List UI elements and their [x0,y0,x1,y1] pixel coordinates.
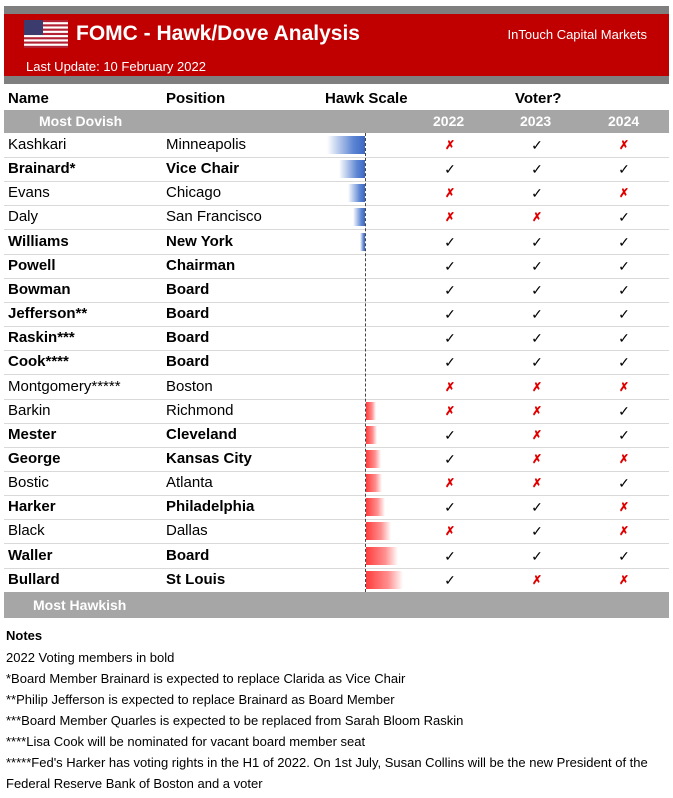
member-position: Atlanta [166,474,213,492]
table-row [4,230,669,255]
member-name: Montgomery***** [8,377,121,395]
member-name: Daly [8,208,39,226]
hawk-scale-zero-axis [365,133,366,592]
voter-check-icon: ✓ [531,257,543,274]
voter-check-icon: ✓ [618,306,630,323]
us-flag-icon [24,20,68,48]
member-name: Brainard* [8,160,76,178]
member-name: Mester [8,425,57,443]
voter-check-icon: ✓ [618,281,630,298]
voter-check-icon: ✓ [531,306,543,323]
non-voter-cross-icon: ✗ [531,451,543,466]
voter-check-icon: ✓ [531,281,543,298]
voter-check-icon: ✓ [618,330,630,347]
member-position: Board [166,353,210,371]
year-header-2023: 2023 [520,113,552,129]
non-voter-cross-icon: ✗ [444,138,456,152]
table-row [4,447,669,472]
member-name: Evans [8,184,50,202]
col-header-position: Position [166,90,226,107]
voter-check-icon: ✓ [444,450,456,467]
note-line: ****Lisa Cook will be nominated for vacant board member seat [6,734,366,749]
note-line: *Board Member Brainard is expected to replace Clarida as Vice Chair [6,671,406,686]
voter-check-icon: ✓ [444,571,456,588]
last-update: Last Update: 10 February 2022 [26,59,206,74]
voter-check-icon: ✓ [618,233,630,250]
non-voter-cross-icon: ✗ [444,524,456,539]
non-voter-cross-icon: ✗ [618,138,630,152]
hawk-scale-bar [353,208,365,226]
member-position: Chairman [166,256,236,274]
table-row [4,181,669,206]
voter-check-icon: ✓ [531,185,543,202]
voter-check-icon: ✓ [531,161,543,178]
member-name: Cook**** [8,353,69,371]
most-hawkish-label: Most Hawkish [33,597,127,613]
member-position: Richmond [166,401,234,419]
member-position: New York [166,232,233,250]
member-position: Cleveland [166,425,237,443]
member-position: Minneapolis [166,136,247,153]
table-row [4,278,669,303]
table-row [4,544,669,569]
member-position: Vice Chair [166,160,240,178]
member-position: San Francisco [166,208,262,226]
non-voter-cross-icon: ✗ [618,186,630,201]
table-row [4,350,669,375]
non-voter-cross-icon: ✗ [531,572,543,587]
non-voter-cross-icon: ✗ [618,451,630,466]
hawk-scale-bar [327,136,365,154]
firm-name: InTouch Capital Markets [507,27,647,42]
voter-check-icon: ✓ [444,547,456,564]
hawk-scale-bar [366,547,398,565]
table-row [4,399,669,424]
hawk-scale-bar [366,522,391,540]
voter-check-icon: ✓ [444,354,456,371]
non-voter-cross-icon: ✗ [531,210,543,225]
note-line: ***Board Member Quarles is expected to be replaced from Sarah Bloom Raskin [6,713,464,728]
member-name: Bostic [8,474,49,492]
table-row [4,471,669,496]
voter-check-icon: ✓ [444,281,456,298]
voter-check-icon: ✓ [444,426,456,443]
col-header-name: Name [8,90,49,107]
voter-check-icon: ✓ [531,523,543,540]
table-row [4,568,669,593]
voter-check-icon: ✓ [531,547,543,564]
note-line: *****Fed's Harker has voting rights in the H1 of 2022. On 1st July, Susan Collins will be the new President of the Federal Reserve Bank of Boston and a voter [6,755,648,791]
hawk-scale-bar [366,402,376,420]
voter-check-icon: ✓ [618,354,630,371]
voter-check-icon: ✓ [618,161,630,178]
voter-check-icon: ✓ [618,426,630,443]
table-row [4,326,669,351]
non-voter-cross-icon: ✗ [531,427,543,442]
table-row [4,495,669,520]
member-name: Raskin*** [8,329,75,347]
voter-check-icon: ✓ [618,257,630,274]
member-name: Barkin [8,401,51,419]
member-name: Bullard [8,570,60,588]
non-voter-cross-icon: ✗ [531,403,543,418]
non-voter-cross-icon: ✗ [531,379,543,394]
voter-check-icon: ✓ [531,233,543,250]
member-position: Board [166,329,210,347]
non-voter-cross-icon: ✗ [444,476,456,491]
top-grey-rule [4,6,669,14]
voter-check-icon: ✓ [531,137,543,153]
member-name: George [8,449,61,467]
voter-check-icon: ✓ [618,209,630,226]
table-row [4,133,669,158]
member-position: Dallas [166,522,208,540]
table-row [4,302,669,327]
note-line: 2022 Voting members in bold [6,650,175,665]
notes-title: Notes [6,628,43,643]
member-name: Black [8,522,45,540]
member-position: Philadelphia [166,498,255,516]
non-voter-cross-icon: ✗ [618,379,630,394]
year-header-2024: 2024 [608,113,640,129]
member-position: St Louis [166,570,226,588]
voter-check-icon: ✓ [444,306,456,323]
non-voter-cross-icon: ✗ [531,476,543,491]
table-row [4,423,669,448]
hawk-scale-bar [366,426,377,444]
hawk-scale-bar [366,474,382,492]
voter-check-icon: ✓ [531,330,543,347]
hawk-scale-bar [366,450,381,468]
member-position: Board [166,280,210,298]
non-voter-cross-icon: ✗ [444,186,456,201]
page-title: FOMC - Hawk/Dove Analysis [76,22,360,45]
title-banner [4,14,669,76]
table-row [4,157,669,182]
voter-check-icon: ✓ [444,330,456,347]
voter-check-icon: ✓ [618,547,630,564]
most-hawkish-band [4,592,669,618]
non-voter-cross-icon: ✗ [618,572,630,587]
voter-check-icon: ✓ [618,402,630,419]
table-row [4,375,669,400]
banner-grey-rule [4,76,669,84]
voter-check-icon: ✓ [444,257,456,274]
member-name: Bowman [8,280,71,298]
voter-check-icon: ✓ [444,499,456,516]
hawk-scale-bar [366,498,385,516]
year-header-2022: 2022 [433,113,465,129]
member-position: Boston [166,377,213,395]
voter-check-icon: ✓ [444,233,456,250]
member-position: Chicago [166,184,222,202]
col-header-hawk-scale: Hawk Scale [325,90,408,107]
hawk-scale-bar [348,184,365,202]
col-header-voter: Voter? [515,90,562,107]
table-row [4,519,669,544]
voter-check-icon: ✓ [618,475,630,492]
table-row [4,254,669,279]
member-position: Board [166,305,210,323]
voter-check-icon: ✓ [531,354,543,371]
non-voter-cross-icon: ✗ [444,403,456,418]
voter-check-icon: ✓ [531,499,543,516]
non-voter-cross-icon: ✗ [618,500,630,515]
member-name: Powell [8,256,56,274]
hawk-scale-bar [339,160,365,178]
hawk-scale-bar [366,571,403,589]
member-position: Kansas City [166,449,252,467]
member-name: Jefferson** [8,305,88,323]
non-voter-cross-icon: ✗ [444,210,456,225]
most-dovish-band [4,110,669,133]
non-voter-cross-icon: ✗ [444,379,456,394]
note-line: **Philip Jefferson is expected to replace Brainard as Board Member [6,692,395,707]
member-name: Harker [8,498,56,516]
member-name: Waller [8,546,53,564]
table-row [4,205,669,230]
voter-check-icon: ✓ [444,161,456,178]
non-voter-cross-icon: ✗ [618,524,630,539]
member-name: Williams [8,232,69,250]
member-position: Board [166,546,210,564]
member-name: Kashkari [8,136,67,153]
most-dovish-label: Most Dovish [39,113,123,129]
